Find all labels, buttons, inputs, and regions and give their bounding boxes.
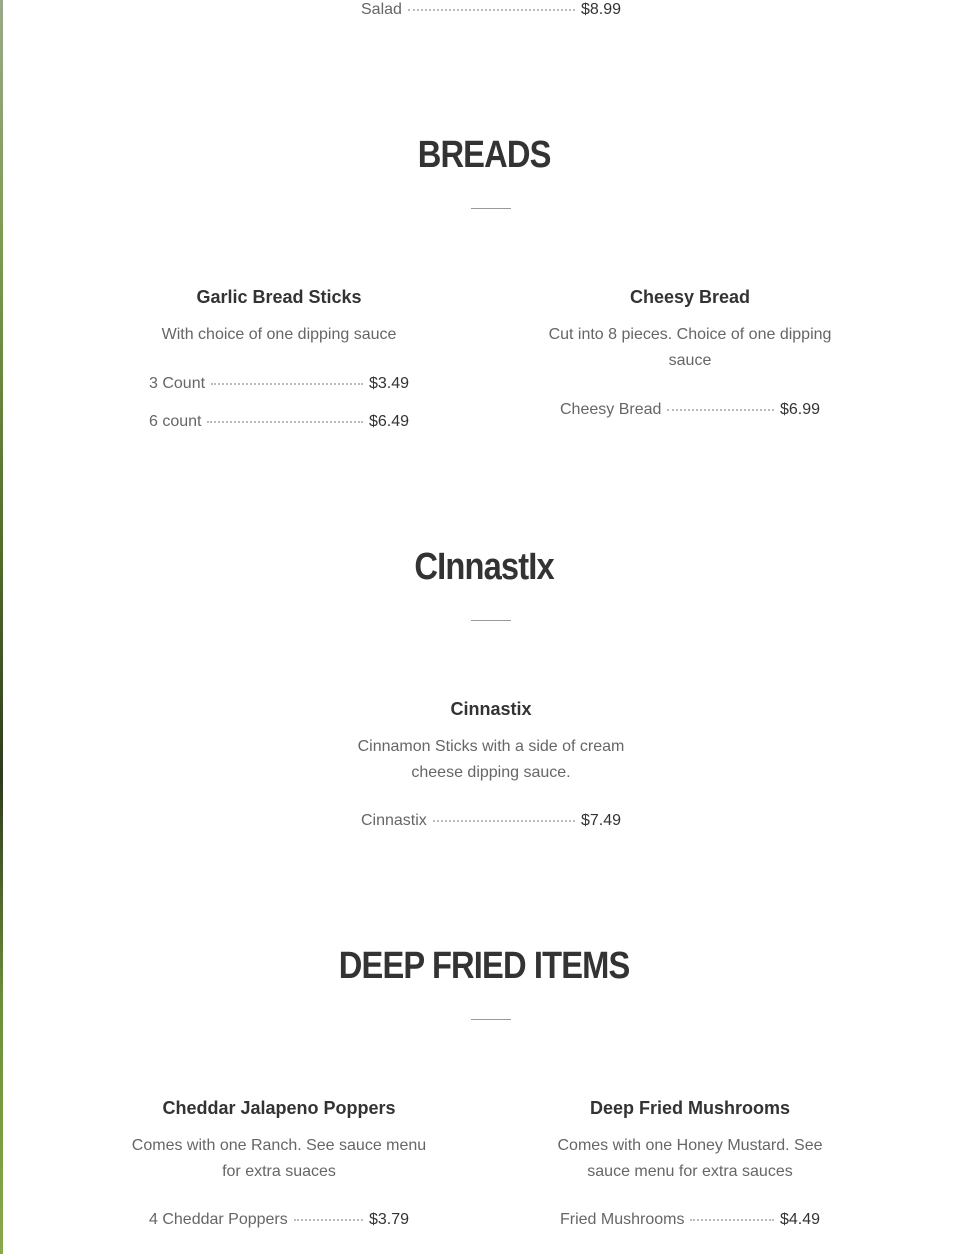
- item-name: Cinnastix: [450, 699, 532, 719]
- price-row-salad: [361, 0, 621, 20]
- price-label: 6 count: [149, 413, 202, 430]
- price-value: $3.79: [368, 1211, 409, 1228]
- price-value: $6.99: [779, 401, 820, 418]
- menu-item-cheddar-jalapeno-poppers: [129, 1097, 429, 1185]
- price-row: [149, 412, 409, 432]
- section-divider: [471, 1019, 511, 1020]
- item-description: Cinnamon Sticks with a side of cream cheese dipping sauce.: [357, 738, 625, 781]
- section-divider: [471, 620, 511, 621]
- price-row: [149, 1210, 409, 1230]
- menu-item-cheesy-bread: [540, 286, 840, 374]
- dot-leader: [408, 9, 575, 11]
- price-value: $3.49: [368, 375, 409, 392]
- item-name: Cheddar Jalapeno Poppers: [162, 1098, 396, 1118]
- dot-leader: [433, 820, 575, 822]
- price-value: $7.49: [580, 812, 621, 829]
- price-row: [560, 1210, 820, 1230]
- section-title-breads: BREADS: [417, 134, 551, 176]
- menu-item-deep-fried-mushrooms: [540, 1097, 840, 1185]
- item-description: Cut into 8 pieces. Choice of one dipping sauce: [548, 326, 832, 369]
- section-title-cinnastix: CInnastIx: [414, 546, 554, 588]
- background-edge: [0, 0, 3, 1254]
- price-label: 4 Cheddar Poppers: [149, 1211, 288, 1228]
- dot-leader: [211, 383, 363, 385]
- item-description: Comes with one Ranch. See sauce menu for extra suaces: [131, 1137, 427, 1180]
- dot-leader: [294, 1219, 363, 1221]
- menu-item-garlic-bread-sticks: [129, 286, 429, 348]
- menu-item-cinnastix: [341, 698, 641, 786]
- item-name: Cheesy Bread: [629, 287, 751, 307]
- price-label: Fried Mushrooms: [560, 1211, 685, 1228]
- price-value: $8.99: [580, 1, 621, 18]
- price-label: Salad: [361, 1, 402, 18]
- price-value: $4.49: [779, 1211, 820, 1228]
- price-label: Cinnastix: [361, 812, 427, 829]
- price-value: $6.49: [368, 413, 409, 430]
- price-row: [361, 811, 621, 831]
- item-description: With choice of one dipping sauce: [161, 326, 397, 343]
- item-description: Comes with one Honey Mustard. See sauce menu for extra sauces: [557, 1137, 823, 1180]
- item-name: Garlic Bread Sticks: [196, 287, 362, 307]
- price-label: Cheesy Bread: [560, 401, 662, 418]
- price-label: 3 Count: [149, 375, 206, 392]
- dot-leader: [690, 1219, 773, 1221]
- item-name: Deep Fried Mushrooms: [589, 1098, 791, 1118]
- dot-leader: [207, 421, 362, 423]
- price-row: [149, 374, 409, 394]
- section-title-deep-fried: DEEP FRIED ITEMS: [338, 945, 630, 987]
- price-row: [560, 400, 820, 420]
- section-divider: [471, 208, 511, 209]
- dot-leader: [667, 409, 774, 411]
